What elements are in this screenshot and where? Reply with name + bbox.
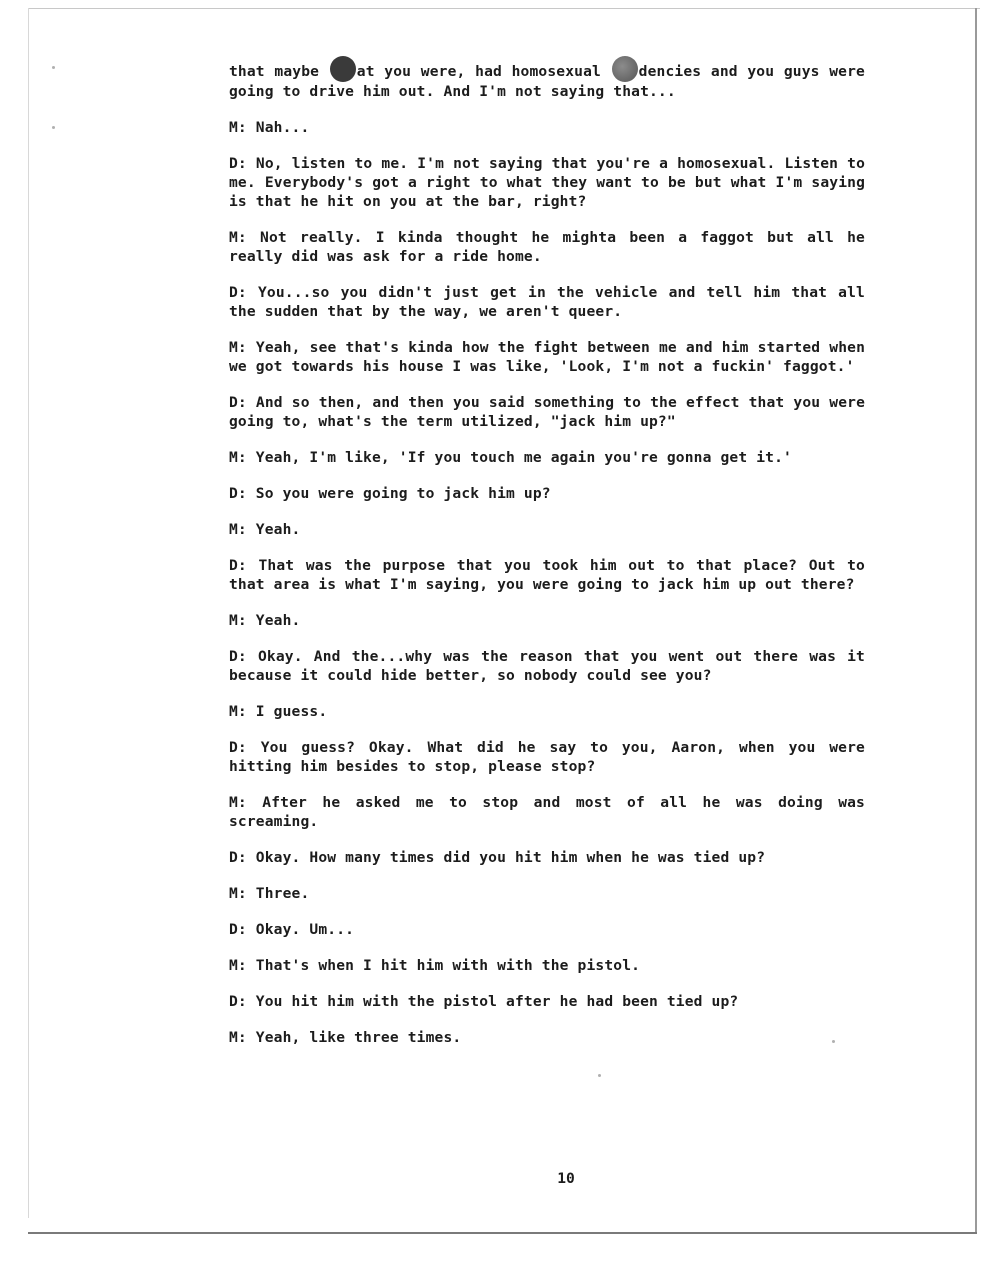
opening-text-part-3: dencies and you guys were going to drive him out. And I'm not saying that... xyxy=(229,63,874,100)
transcript-line: D: You...so you didn't just get in the vehicle and tell him that all the sudden that by the way, we aren't queer. xyxy=(229,284,874,320)
transcript-line: M: Not really. I kinda thought he mighta been a faggot but all he really did was ask for a ride home. xyxy=(229,229,874,265)
scan-speck xyxy=(52,126,55,129)
redaction-mark xyxy=(330,56,356,82)
transcript-line: M: Nah... xyxy=(229,119,310,136)
transcript-line: M: Yeah, like three times. xyxy=(229,1029,462,1046)
transcript-line: D: Okay. How many times did you hit him when he was tied up? xyxy=(229,849,766,866)
transcript-line: M: Yeah, see that's kinda how the fight between me and him started when we got towards his house I was like, 'Look, I'm not a fuckin' faggot.' xyxy=(229,339,874,375)
transcript-line: M: After he asked me to stop and most of all he was doing was screaming. xyxy=(229,794,874,830)
transcript-line: D: Okay. And the...why was the reason that you went out there was it because it could hide better, so nobody could see you? xyxy=(229,648,874,684)
scan-edge-right xyxy=(975,8,977,1234)
transcript-line: D: So you were going to jack him up? xyxy=(229,485,551,502)
transcript-line: D: Okay. Um... xyxy=(229,921,355,938)
redaction-mark xyxy=(612,56,638,82)
transcript-line: M: Yeah, I'm like, 'If you touch me again you're gonna get it.' xyxy=(229,449,792,466)
transcript-line: D: That was the purpose that you took him out to that place? Out to that area is what I'm saying, you were going to jack him up out there? xyxy=(229,557,874,593)
scan-edge-bottom xyxy=(28,1232,977,1234)
scan-speck xyxy=(598,1074,601,1077)
opening-text-part-1: that maybe xyxy=(229,63,329,80)
transcript-body xyxy=(229,56,874,1064)
transcript-line: D: You guess? Okay. What did he say to you, Aaron, when you were hitting him besides to stop, please stop? xyxy=(229,739,874,775)
scan-speck xyxy=(52,66,55,69)
transcript-line: M: Yeah. xyxy=(229,612,301,629)
transcript-line: M: I guess. xyxy=(229,703,328,720)
opening-text-part-2: at you were, had homosexual xyxy=(356,63,611,80)
transcript-line: M: That's when I hit him with with the pistol. xyxy=(229,957,641,974)
transcript-line: D: And so then, and then you said something to the effect that you were going to, what's the term utilized, "jack him up?" xyxy=(229,394,874,430)
transcript-line: D: You hit him with the pistol after he had been tied up? xyxy=(229,993,739,1010)
scan-edge-left xyxy=(28,8,29,1218)
transcript-line: M: Yeah. xyxy=(229,521,301,538)
scan-edge-top xyxy=(28,8,980,9)
transcript-line: D: No, listen to me. I'm not saying that you're a homosexual. Listen to me. Everybody's got a right to what they want to be but what I'm saying is that he hit on you at the bar, right? xyxy=(229,155,874,210)
transcript-opening-paragraph xyxy=(229,56,874,101)
transcript-line: M: Three. xyxy=(229,885,310,902)
page-number: 10 xyxy=(557,1170,575,1187)
